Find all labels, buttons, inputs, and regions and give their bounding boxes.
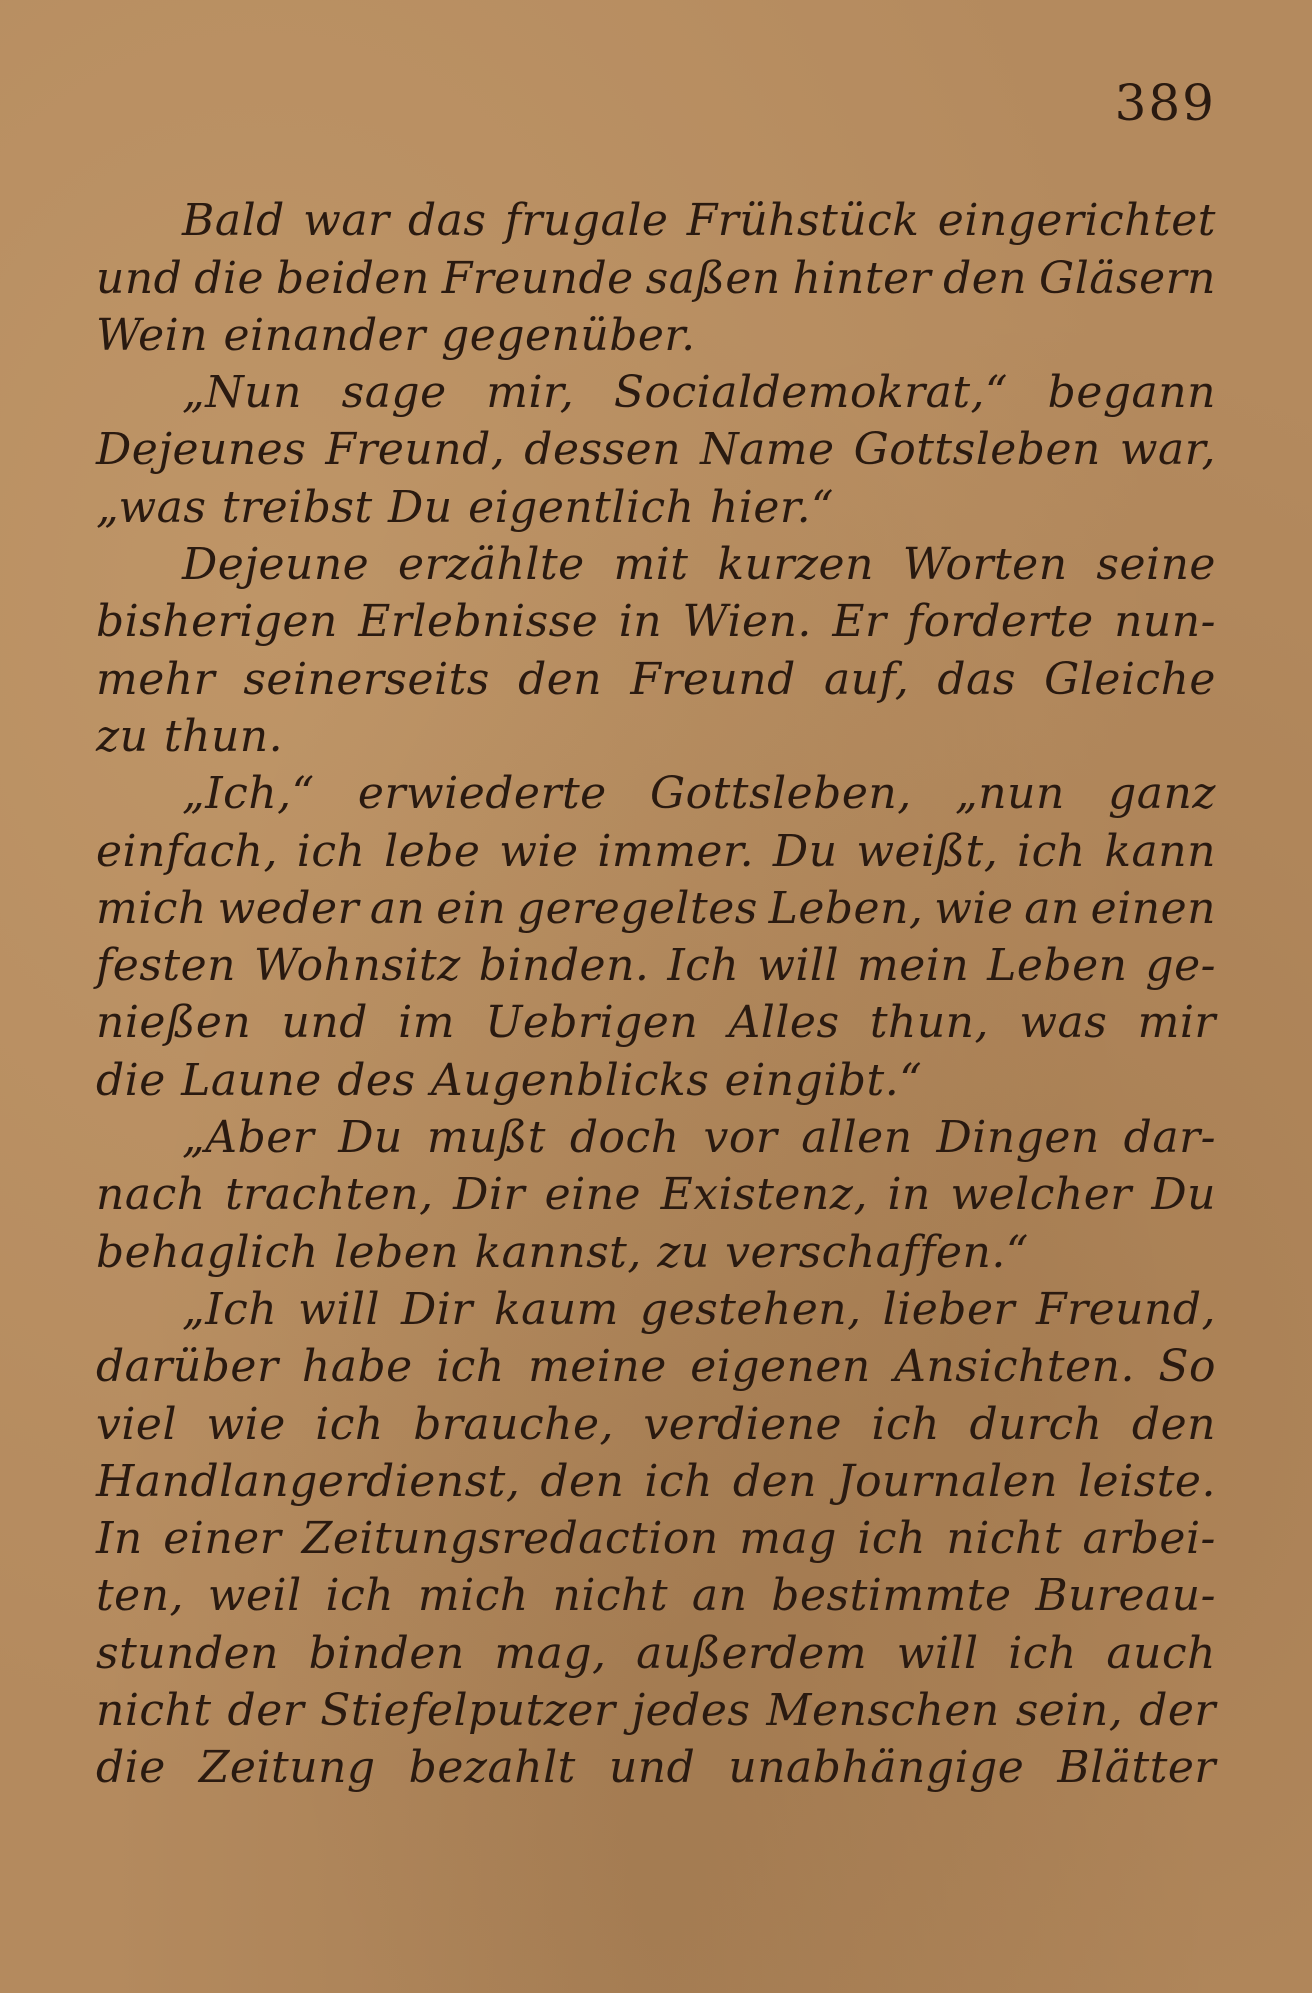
text-line: „Aber Du mußt doch vor allen Dingen dar-: [182, 1112, 1216, 1164]
text-line: Wein einander gegenüber.: [96, 309, 696, 361]
text-line: und die beiden Freunde saßen hinter den Gläsern: [96, 252, 1216, 304]
text-line: Bald war das frugale Frühstück eingerichtet: [182, 195, 1216, 247]
body-text: [96, 192, 1216, 1796]
text-line: Dejeunes Freund, dessen Name Gottsleben war,: [96, 424, 1216, 476]
text-line: ten, weil ich mich nicht an bestimmte Bureau-: [96, 1570, 1216, 1622]
text-line: nießen und im Uebrigen Alles thun, was mir: [96, 997, 1216, 1049]
text-line: „was treibst Du eigentlich hier.“: [96, 481, 835, 533]
text-line: viel wie ich brauche, verdiene ich durch den: [96, 1398, 1216, 1450]
text-line: nach trachten, Dir eine Existenz, in welcher Du: [96, 1169, 1216, 1221]
text-line: Handlangerdienst, den ich den Journalen leiste.: [96, 1455, 1216, 1507]
text-line: zu thun.: [96, 710, 284, 762]
text-line: darüber habe ich meine eigenen Ansichten. So: [96, 1341, 1216, 1393]
text-line: bisherigen Erlebnisse in Wien. Er forderte nun-: [96, 596, 1216, 648]
text-line: „Ich,“ erwiederte Gottsleben, „nun ganz: [182, 768, 1216, 820]
text-line: die Zeitung bezahlt und unabhängige Blätter: [96, 1742, 1216, 1794]
text-line: einfach, ich lebe wie immer. Du weißt, ich kann: [96, 825, 1216, 877]
page-number: 389: [1114, 74, 1216, 132]
text-line: mich weder an ein geregeltes Leben, wie an einen: [96, 882, 1216, 934]
text-line: „Ich will Dir kaum gestehen, lieber Freund,: [182, 1283, 1216, 1335]
text-line: stunden binden mag, außerdem will ich auch: [96, 1627, 1216, 1679]
text-line: In einer Zeitungsredaction mag ich nicht arbei-: [96, 1513, 1216, 1565]
text-line: mehr seinerseits den Freund auf, das Gleiche: [96, 653, 1216, 705]
text-line: behaglich leben kannst, zu verschaffen.“: [96, 1226, 1029, 1278]
text-line: die Laune des Augenblicks eingibt.“: [96, 1054, 923, 1106]
text-line: „Nun sage mir, Socialdemokrat,“ begann: [182, 367, 1216, 419]
text-line: festen Wohnsitz binden. Ich will mein Leben ge-: [96, 940, 1216, 992]
text-line: nicht der Stiefelputzer jedes Menschen sein, der: [96, 1685, 1216, 1737]
text-line: Dejeune erzählte mit kurzen Worten seine: [182, 539, 1216, 591]
